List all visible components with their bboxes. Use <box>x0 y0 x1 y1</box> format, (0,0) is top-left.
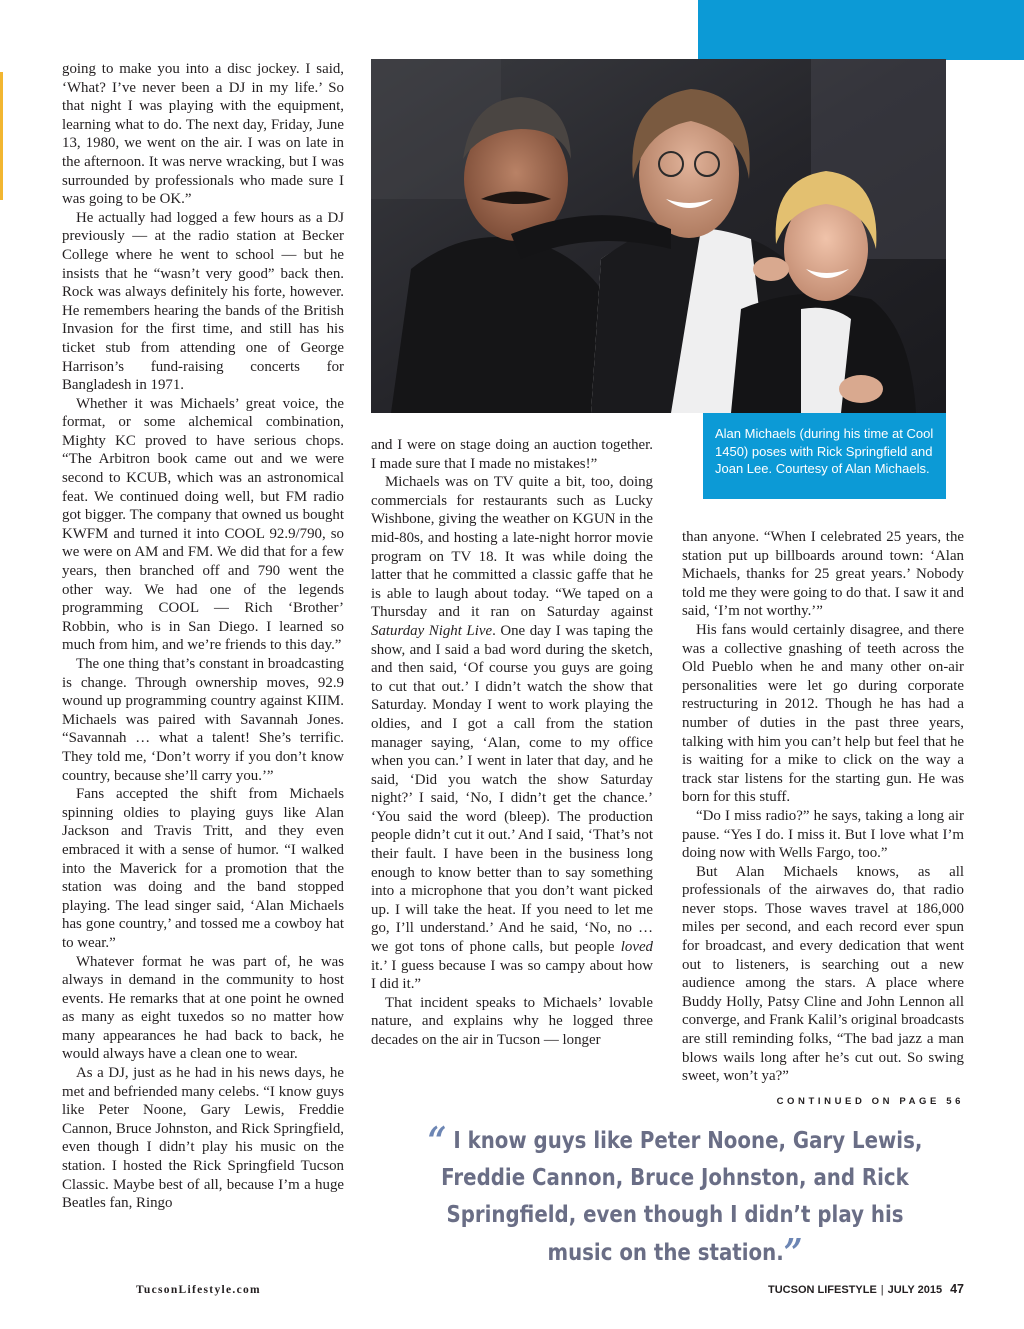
photo-caption: Alan Michaels (during his time at Cool 1450) poses with Rick Springfield and Joan Lee. Courtesy of Alan Michaels. <box>715 426 934 477</box>
footer-issue: JULY 2015 <box>887 1284 943 1296</box>
text-run: . One day I was taping the show, and I said a bad word during the sketch, and then said, ‘Of course you guys are going to cut that out.’ I didn’t watch the show that Saturday. Monday I went to work playing the oldies, and I got a call from the station manager saying, ‘Alan, come to my office when you can.’ I went in later that day, and he said, ‘Did you watch the show Saturday night?’ I said, ‘No, I didn’t get the chance.’ ‘You said the word (bleep). The production people didn’t cut it out.’ And I said, ‘That’s not their fault. I have been in the business long enough to know better than to say something into a microphone that you don’t want picked up. I will take the heat. If you need to let me go, I’ll understand.’ And he said, ‘No, no … we got tons of phone calls, but people <box>371 622 653 956</box>
paragraph: “Do I miss radio?” he says, taking a long air pause. “Yes I do. I miss it. But I love what I’m doing now with Wells Fargo, too.” <box>682 807 964 862</box>
paragraph: That incident speaks to Michaels’ lovable nature, and explains why he logged three decades on the air in Tucson — longer <box>371 994 653 1048</box>
article-column-3 <box>682 528 964 1086</box>
paragraph: Whether it was Michaels’ great voice, the format, or some alchemical combination, Mighty KC proved to have serious chops. “The Arbitron book came out and we were second to KCUB, which was an astronomical feat. We continued doing well, but FM radio got bigger. The company that owned us bought KWFM and turned it into COOL 92.9/790, so we were on AM and FM. We did that for a few years, then branched off and 790 went the other way. We had one of the legends programming COOL — Rich ‘Brother’ Robbin, who is in San Diego. I learned so much from him, and we’re friends to this day.” <box>62 395 344 654</box>
paragraph: Fans accepted the shift from Michaels spinning oldies to playing guys like Alan Jackson and Travis Tritt, and they even embraced it with a sense of humor. “I walked into the Maverick for a promotion that the station was doing and the band stopped playing. The lead singer said, ‘Alan Michaels has gone country,’ and tossed me a cowboy hat to wear.” <box>62 786 344 951</box>
italic-title: Saturday Night Live <box>371 622 493 639</box>
photo-caption-box <box>703 413 946 499</box>
pull-quote-text: I know guys like Peter Noone, Gary Lewis, Freddie Cannon, Bruce Johnston, and Rick Springfield, even though I didn’t play his music on the station. <box>441 1128 923 1266</box>
paragraph: As a DJ, just as he had in his news days, he met and befriended many celebs. “I know guys like Peter Noone, Gary Lewis, Freddie Cannon, Bruce Johnston, and Rick Springfield, even though I didn’t play his music on the station. I hosted the Rick Springfield Tucson Classic. Maybe best of all, because I’m a huge Beatles fan, Ringo <box>62 1065 344 1212</box>
top-blue-block <box>698 0 1024 60</box>
pull-quote <box>421 1118 928 1275</box>
pull-quote-text-block <box>421 1118 928 1275</box>
edge-color-tab <box>0 72 3 200</box>
article-column-1 <box>62 60 344 1213</box>
paragraph: His fans would certainly disagree, and there was a collective gnashing of teeth across the Old Pueblo when he and many other on-air personalities were let go during corporate restructuring in 2012. Though he has had a number of duties in the past three years, talking with him you can’t help but feel that he is waiting for a mike to click on the way a track star listens for the starting gun. He was born for this stuff. <box>682 621 964 806</box>
text-run: it.’ I guess because I was so campy about how I did it.” <box>371 957 653 993</box>
continued-on-page: CONTINUED ON PAGE 56 <box>776 1096 964 1107</box>
footer-magazine: TUCSON LIFESTYLE <box>768 1284 877 1296</box>
paragraph: going to make you into a disc jockey. I said, ‘What? I’ve never been a DJ in my life.’ So that night I was playing with the equipment, learning what to do. The next day, Friday, June 13, 1980, we went on the air. I was on late in the afternoon. It was nerve wracking, but I was surrounded by professionals who made sure I was going to be OK.” <box>62 61 344 208</box>
paragraph: He actually had logged a few hours as a DJ previously — at the radio station at Becker College where he went to school — but he insists that he “wasn’t very good” back then. Rock was always definitely his forte, however. He remembers hearing the bands of the British Invasion for the first time, and still has his ticket stub from attending one of George Harrison’s fund-raising concerts for Bangladesh in 1971. <box>62 209 344 394</box>
article-photo <box>371 59 946 413</box>
paragraph: than anyone. “When I celebrated 25 years, the station put up billboards around town: ‘Alan Michaels, thanks for 25 great years.’ Nobody told me they were going to do that. I saw it and said, ‘I’m not worthy.’” <box>682 529 964 620</box>
footer-website: TucsonLifestyle.com <box>136 1284 261 1296</box>
photo-illustration <box>371 59 946 413</box>
footer-separator: | <box>880 1284 884 1296</box>
paragraph: The one thing that’s constant in broadcasting is change. Through ownership moves, 92.9 wound up programming country against KIIM. Michaels was paired with Savannah Jones. “Savannah … what a talent! She’s terrific. They told me, ‘Don’t worry if you don’t know country, because she’ll carry you.’” <box>62 656 344 784</box>
footer-folio <box>768 1282 964 1296</box>
paragraph <box>371 473 653 994</box>
paragraph: But Alan Michaels knows, as all professionals of the airwaves do, that radio never stops. Those waves travel at 186,000 miles per second, and each record ever spun for broadcast, and every dedication that went out to listeners, is searching out a new audience among the stars. A place where Buddy Holly, Patsy Cline and John Lennon all converge, and Frank Kalil’s original broadcasts are still reminding folks, “The bad jazz a man blows wails long after he’s cut out. So swing sweet, won’t ya?” <box>682 863 964 1085</box>
text-run: Michaels was on TV quite a bit, too, doing commercials for restaurants such as Lucky Wishbone, giving the weather on KGUN in the mid-80s, and hosting a late-night horror movie program on TV 18. It was while doing the latter that he committed a classic gaffe that he is able to laugh about today. “We taped on a Thursday and it ran on Saturday against <box>371 474 653 621</box>
article-column-2 <box>371 436 653 1050</box>
close-quote-mark: ” <box>783 1230 803 1275</box>
page-number: 47 <box>950 1282 964 1296</box>
paragraph: Whatever format he was part of, he was always in demand in the community to host events. He remarks that at one point he owned as many as eight tuxedos so no matter how many appearances he had back to back, he would always have a clean one to wear. <box>62 953 344 1063</box>
paragraph: and I were on stage doing an auction together. I made sure that I made no mistakes!” <box>371 437 653 472</box>
open-quote-mark: “ <box>427 1118 447 1163</box>
italic-word: loved <box>620 939 653 956</box>
